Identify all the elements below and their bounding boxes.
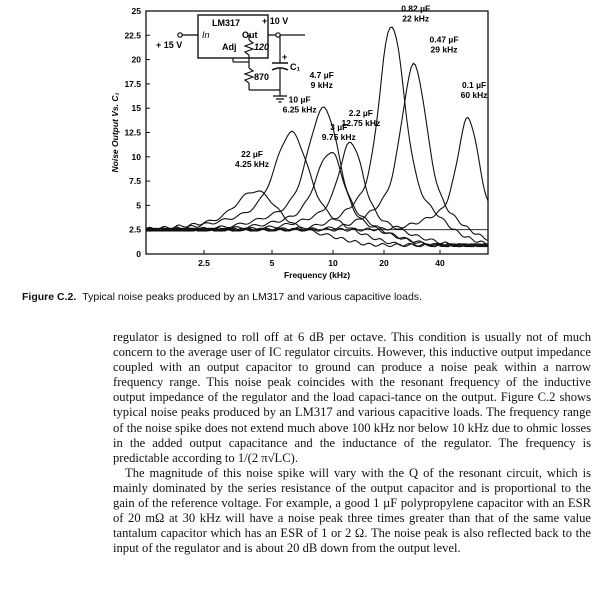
input-terminal [178, 33, 182, 37]
caption-label: Figure C.2. [22, 291, 77, 303]
caption-text: Typical noise peaks produced by an LM317 and various capacitive loads. [82, 291, 422, 303]
peak-cap-label: 4.7 µF [309, 70, 334, 81]
r2-resistor [245, 68, 253, 83]
p1-line: frequency of the inductive output impedance of the regulator and the load capaci- [113, 375, 591, 405]
peak-cap-label: 2.2 µF [348, 108, 374, 119]
peak-labels [235, 4, 488, 169]
y-tick-label: 22.5 [124, 30, 141, 41]
peak-freq-label: 60 kHz [460, 89, 488, 100]
p2-line: about 20 dB down from the output level. [255, 541, 461, 556]
p1-line: much above 100 kHz nor below 10 kHz due to ohmic losses in the added output [113, 420, 591, 450]
pin-out-label: Out [242, 30, 258, 40]
x-tick-label: 40 [435, 258, 445, 268]
y-axis-label: Noise Output Vs. C₁ [110, 92, 120, 173]
p2-line: proportional to the gain of the reference voltage. For example, a good 1 µF [113, 480, 591, 511]
noise-curve [146, 191, 488, 247]
x-tick-label: 5 [269, 258, 275, 268]
noise-chart [0, 0, 600, 290]
peak-freq-label: 9.75 kHz [321, 131, 356, 142]
p1-line: and various capacitive loads. The frequency range of the noise spike does not extend [113, 405, 591, 435]
peak-freq-label: 12.75 kHz [341, 118, 381, 129]
y-tick-label: 0 [136, 249, 141, 259]
peak-freq-label: 4.25 kHz [235, 158, 270, 169]
y-tick-label: 7.5 [129, 176, 141, 187]
x-tick-label: 20 [379, 258, 389, 268]
r2-label: 870 [254, 72, 270, 82]
output-voltage-label: + 10 V [262, 16, 289, 26]
circuit-inset [156, 15, 305, 102]
p2-line: three times greater than that of the same value tantalum capacitor which has an ESR [113, 511, 592, 541]
p1-line: peak within a narrow frequency range. This noise peak coincides with the resonant [113, 360, 591, 390]
peak-cap-label: 3 µF [330, 121, 348, 132]
y-tick-label: 5 [136, 200, 141, 211]
peak-freq-label: 6.25 kHz [282, 104, 317, 115]
p2-line: The magnitude of this noise spike will vary with the Q of the resonant circuit, [125, 465, 542, 480]
figure [0, 0, 600, 290]
paragraph-2 [113, 466, 591, 557]
peak-freq-label: 22 kHz [402, 13, 430, 24]
body-text [113, 330, 591, 556]
y-tick-label: 15 [131, 103, 141, 114]
peak-cap-label: 10 µF [288, 94, 311, 105]
p2-line: polypropylene capacitor with an ESR of 20 mΩ at 30 kHz will have a noise peak [113, 496, 591, 526]
p1-line: much concern to the average user of IC regulator circuits. However, this inductive [113, 330, 591, 360]
x-tick-label: 2.5 [198, 258, 210, 268]
y-tick-label: 10 [131, 151, 141, 162]
p1-line: capacitance and the inductance of the regulator. The frequency is predictable [113, 435, 592, 465]
peak-freq-label: 9 kHz [310, 80, 333, 91]
paragraph-1 [113, 330, 591, 466]
chart-curves [146, 27, 488, 247]
noise-curve [146, 153, 488, 247]
peak-cap-label: 22 µF [241, 148, 264, 159]
regulator-label: LM317 [212, 18, 241, 28]
y-tick-label: 25 [131, 6, 141, 16]
x-axis-label: Frequency (kHz) [283, 270, 351, 280]
y-tick-label: 12.5 [124, 127, 141, 138]
cap-polarity-label: + [282, 52, 288, 62]
pin-adj-label: Adj [222, 42, 237, 52]
p1-line: tance on the output. Figure C.2 shows typical noise peaks produced by an LM317 [113, 390, 591, 420]
r1-label: 120 [254, 42, 270, 52]
y-tick-label: 20 [131, 54, 141, 65]
pin-in-label: In [202, 30, 210, 40]
p2-line: which is mainly dominated by the series resistance of the output capacitor and is [113, 465, 592, 495]
peak-cap-label: 0.82 µF [401, 3, 431, 14]
peak-cap-label: 0.1 µF [461, 79, 487, 90]
x-tick-label: 10 [328, 258, 338, 268]
y-tick-label: 17.5 [124, 78, 141, 89]
p2-line: of 1 or 2 Ω. The noise peak is also reflected back to the input of the regulator and is [113, 526, 591, 556]
peak-freq-label: 29 kHz [430, 44, 458, 55]
p1-line: output impedance coupled with an output capacitor to ground can produce a noise [113, 345, 591, 375]
p1-line: regulator is designed to roll off at 6 dB per octave. This condition is usually not of [113, 330, 558, 344]
y-tick-label: 2.5 [129, 224, 141, 235]
cap-label: C₁ [290, 62, 301, 72]
figure-caption [22, 291, 582, 303]
peak-cap-label: 0.47 µF [429, 34, 459, 45]
input-voltage-label: + 15 V [156, 40, 183, 50]
p1-line-last: according to 1/(2 π√LC). [172, 450, 298, 465]
